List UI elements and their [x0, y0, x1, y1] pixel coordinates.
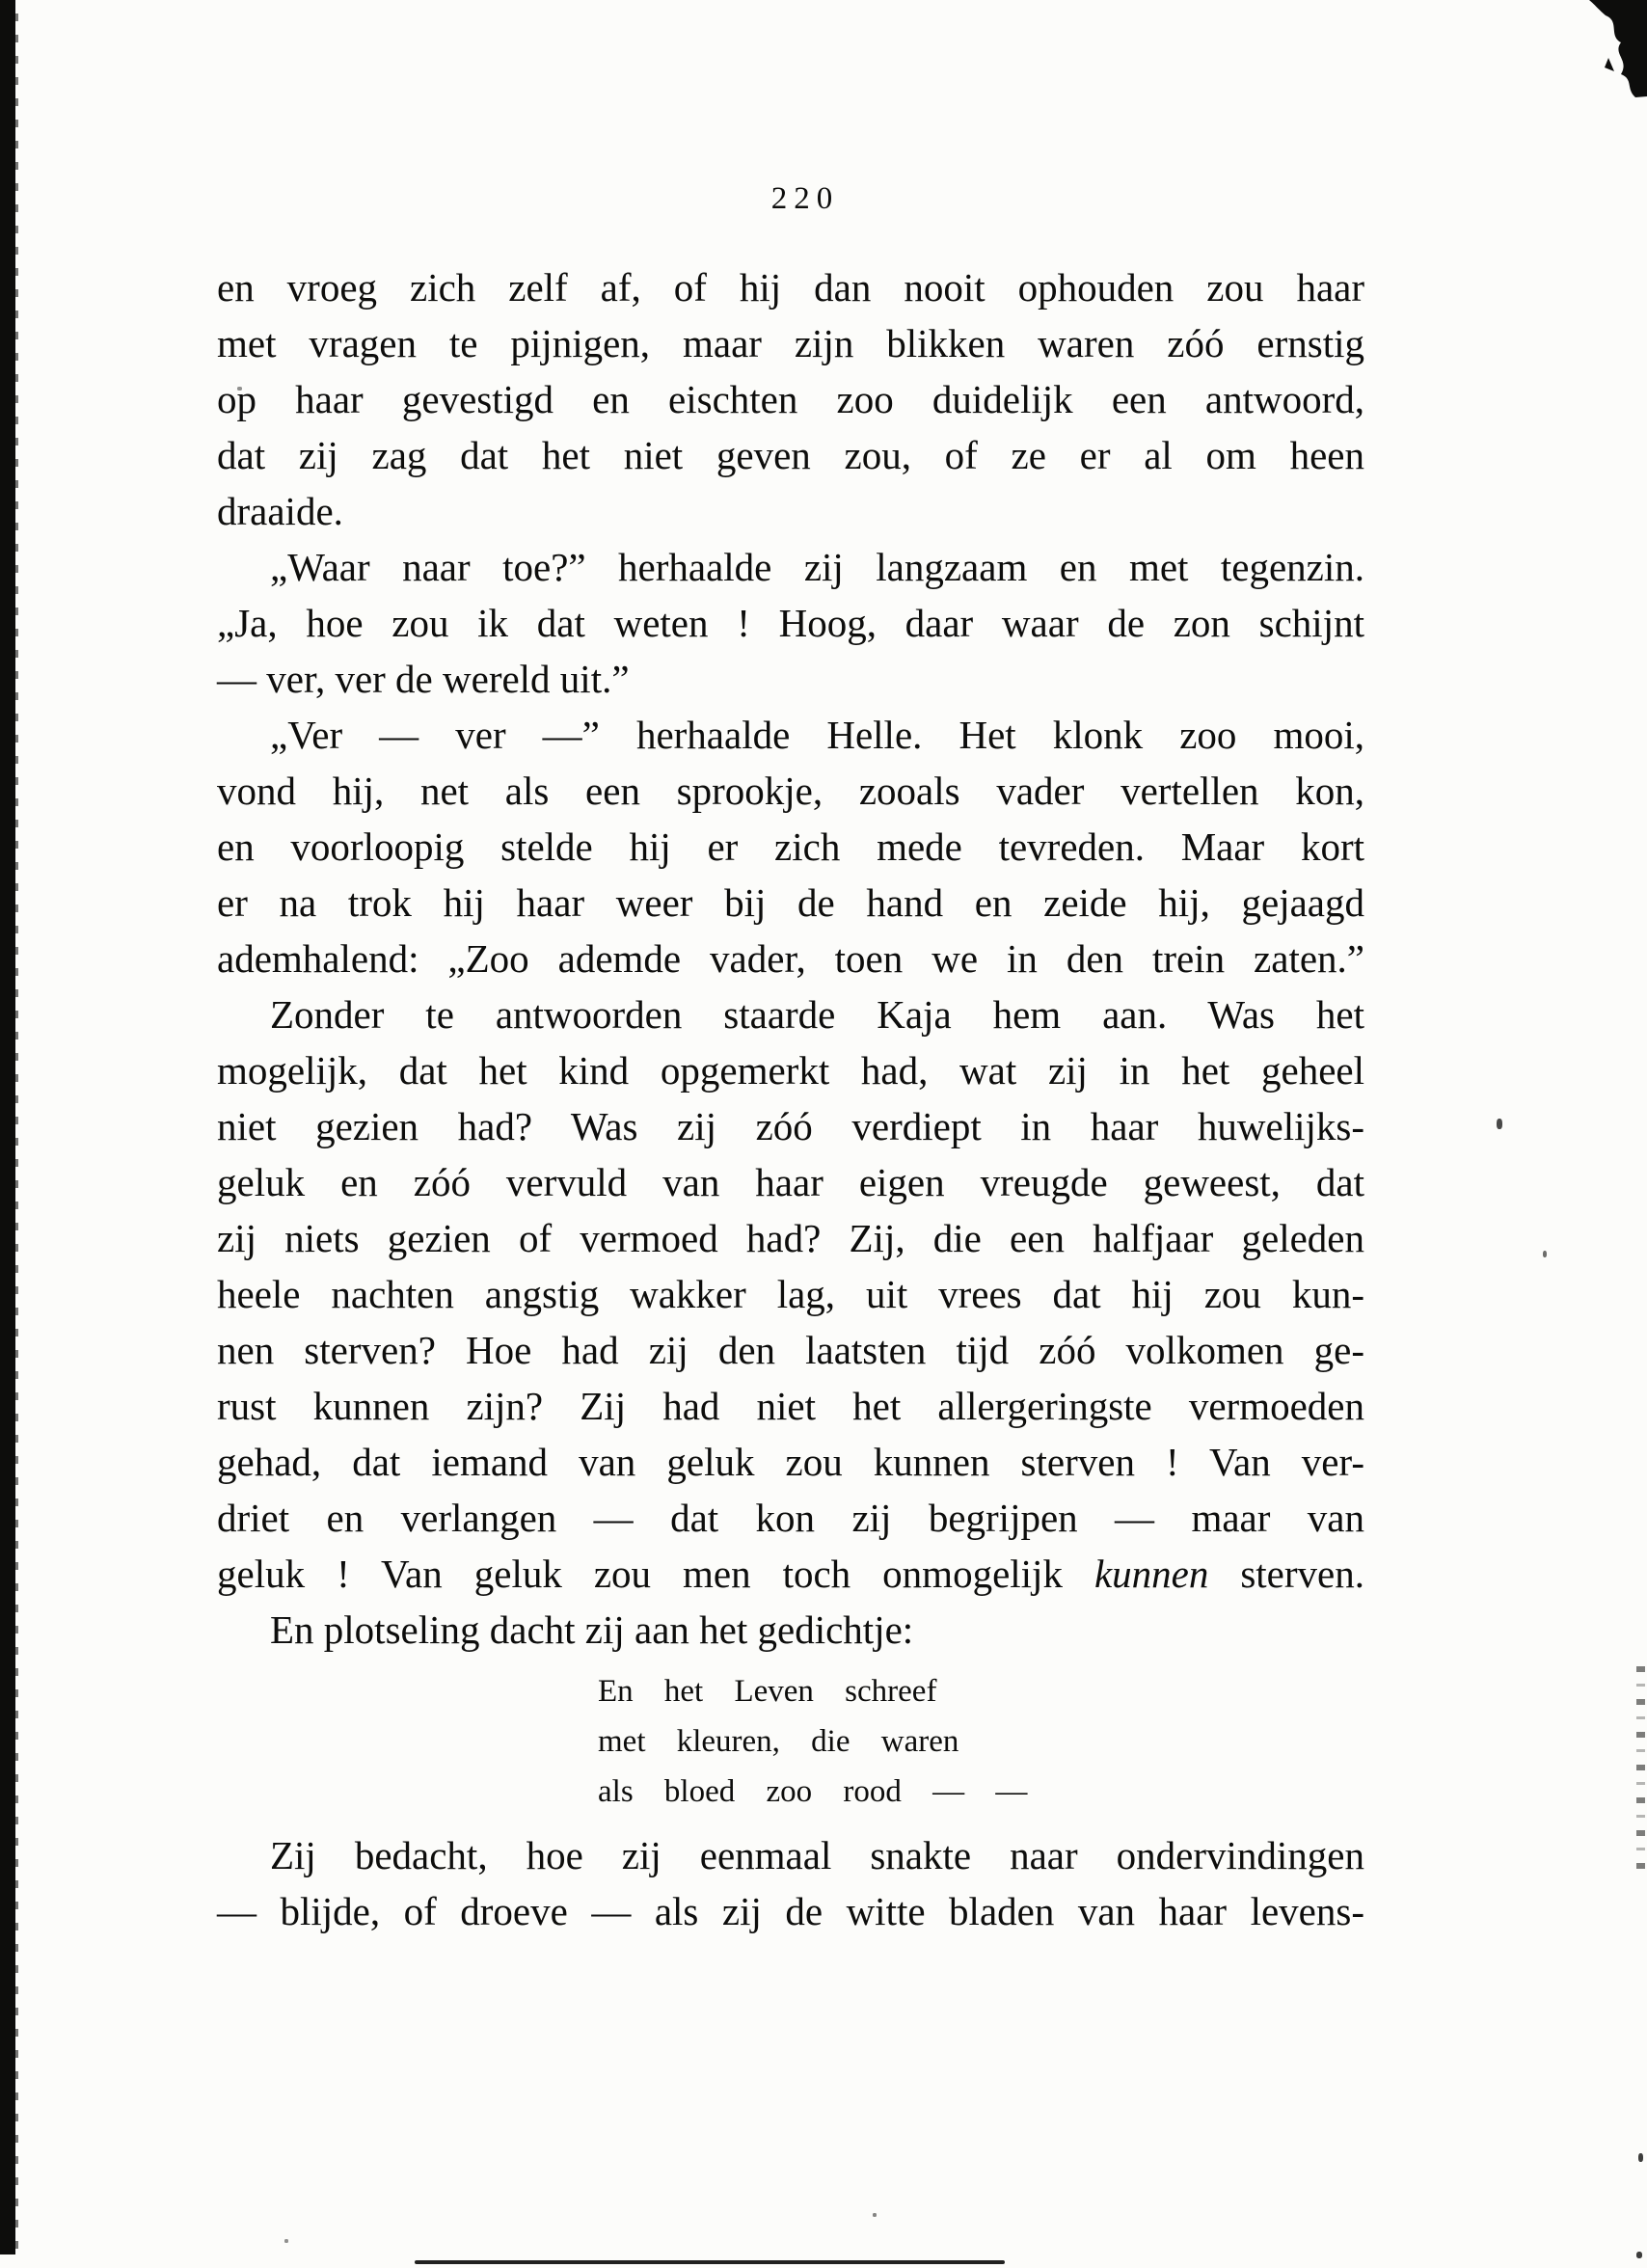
scan-bottom-rule: [415, 2260, 1005, 2264]
text-line: driet en verlangen — dat kon zij begrijpen — maar van: [217, 1496, 1364, 1540]
text-line: — blijde, of droeve — als zij de witte bladen van haar levens-: [217, 1889, 1364, 1933]
page-number: 220: [770, 181, 840, 216]
text-line: gehad, dat iemand van geluk zou kunnen sterven ! Van ver-: [217, 1440, 1364, 1484]
text-line: — ver, ver de wereld uit.”: [217, 657, 630, 701]
text-line: op haar gevestigd en eischten zoo duidelijk een antwoord,: [217, 377, 1364, 421]
ink-speck: [1636, 2252, 1642, 2258]
text-line: dat zij zag dat het niet geven zou, of ze er al om heen: [217, 433, 1364, 477]
ink-speck: [1543, 1251, 1547, 1257]
text-line: „Waar naar toe?” herhaalde zij langzaam en met tegenzin.: [270, 545, 1364, 589]
text-line: niet gezien had? Was zij zóó verdiept in haar huwelijks-: [217, 1104, 1364, 1148]
text-line: mogelijk, dat het kind opgemerkt had, wat zij in het geheel: [217, 1048, 1364, 1093]
text-line: nen sterven? Hoe had zij den laatsten tijd zóó volkomen ge-: [217, 1328, 1364, 1372]
text-line: draaide.: [217, 489, 343, 533]
scan-gutter-shadow: [0, 0, 15, 2254]
ink-speck: [284, 2239, 288, 2243]
ink-blob-top-right: [1580, 0, 1647, 98]
text-line: „Ja, hoe zou ik dat weten ! Hoog, daar waar de zon schijnt: [217, 601, 1364, 645]
text-line: zij niets gezien of vermoed had? Zij, die een halfjaar geleden: [217, 1216, 1364, 1260]
ink-speck: [873, 2213, 877, 2217]
poem-line: als bloed zoo rood — —: [598, 1774, 1028, 1809]
text-line: „Ver — ver —” herhaalde Helle. Het klonk zoo mooi,: [270, 713, 1364, 757]
text-line: ademhalend: „Zoo ademde vader, toen we in den trein zaten.”: [217, 936, 1364, 981]
text-line: geluk ! Van geluk zou men toch onmogelijk kunnen sterven.: [217, 1552, 1364, 1596]
text-line: vond hij, net als een sprookje, zooals vader vertellen kon,: [217, 769, 1364, 813]
text-line: en vroeg zich zelf af, of hij dan nooit ophouden zou haar: [217, 265, 1364, 310]
scan-right-edge-marks: [1636, 1666, 1645, 1878]
poem-line: met kleuren, die waren: [598, 1724, 959, 1759]
text-line: heele nachten angstig wakker lag, uit vrees dat hij zou kun-: [217, 1272, 1364, 1316]
ink-speck: [1638, 2153, 1643, 2162]
text-line: Zonder te antwoorden staarde Kaja hem aan. Was het: [270, 992, 1364, 1037]
text-line: Zij bedacht, hoe zij eenmaal snakte naar ondervindingen: [270, 1833, 1364, 1877]
text-line: rust kunnen zijn? Zij had niet het allergeringste vermoeden: [217, 1384, 1364, 1428]
text-line: En plotseling dacht zij aan het gedichtje:: [270, 1607, 914, 1652]
text-line: geluk en zóó vervuld van haar eigen vreugde geweest, dat: [217, 1160, 1364, 1204]
text-line: er na trok hij haar weer bij de hand en zeide hij, gejaagd: [217, 880, 1364, 925]
poem-line: En het Leven schreef: [598, 1674, 937, 1709]
ink-speck: [1497, 1119, 1502, 1129]
text-line: en voorloopig stelde hij er zich mede tevreden. Maar kort: [217, 824, 1364, 869]
ink-speck: [237, 387, 242, 391]
body-text-block: [217, 259, 1364, 1939]
text-line: met vragen te pijnigen, maar zijn blikken waren zóó ernstig: [217, 321, 1364, 365]
